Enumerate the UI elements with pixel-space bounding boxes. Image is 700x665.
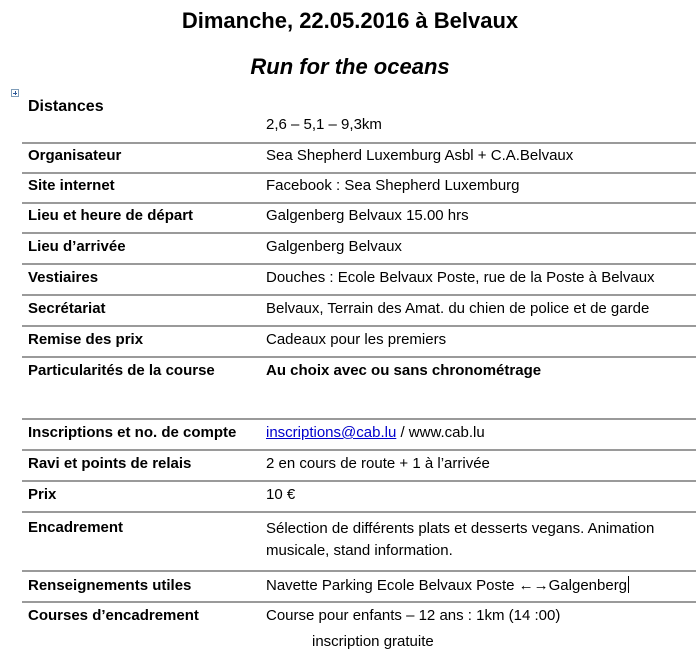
table-row xyxy=(22,96,696,142)
row-label: Ravi et points de relais xyxy=(28,455,192,472)
table-row xyxy=(22,454,696,480)
row-label: Encadrement xyxy=(28,519,124,536)
row-label: Remise des prix xyxy=(28,331,144,348)
row-value: Cadeaux pour les premiers xyxy=(266,331,447,348)
row-label: Inscriptions et no. de compte xyxy=(28,424,237,441)
table-row xyxy=(22,606,696,656)
table-row xyxy=(22,576,696,602)
shuttle-text: Navette Parking Ecole Belvaux Poste ←→Galgenberg xyxy=(266,577,628,594)
row-divider xyxy=(22,172,696,174)
table-row xyxy=(22,485,696,511)
row-value: Douches : Ecole Belvaux Poste, rue de la Poste à Belvaux xyxy=(266,269,655,286)
row-label: Courses d’encadrement xyxy=(28,607,199,624)
row-value: Sélection de différents plats et desserts vegans. Animation musicale, stand information. xyxy=(266,520,655,559)
row-divider xyxy=(22,356,696,358)
row-divider xyxy=(22,601,696,603)
text-cursor xyxy=(628,576,629,593)
table-row xyxy=(22,268,696,294)
row-value: Belvaux, Terrain des Amat. du chien de police et de garde xyxy=(266,300,650,317)
row-value: Galgenberg Belvaux 15.00 hrs xyxy=(266,207,469,224)
row-divider xyxy=(22,263,696,265)
row-value xyxy=(266,576,690,596)
row-value: Facebook : Sea Shepherd Luxemburg xyxy=(266,177,520,194)
table-row xyxy=(22,330,696,356)
email-link[interactable]: inscriptions@cab.lu xyxy=(266,424,397,441)
table-row xyxy=(22,361,696,417)
row-label: Organisateur xyxy=(28,147,122,164)
row-value: 2 en cours de route + 1 à l’arrivée xyxy=(266,455,490,472)
row-label: Renseignements utiles xyxy=(28,577,192,594)
table-row xyxy=(22,299,696,325)
table-row xyxy=(22,176,696,202)
table-row xyxy=(22,237,696,263)
page-title: Dimanche, 22.05.2016 à Belvaux xyxy=(181,8,519,33)
table-move-handle-icon[interactable] xyxy=(11,89,19,97)
table-row xyxy=(22,423,696,449)
row-divider xyxy=(22,325,696,327)
page-subtitle: Run for the oceans xyxy=(250,54,450,79)
table-row xyxy=(22,206,696,232)
table-row xyxy=(22,146,696,172)
row-value: Au choix avec ou sans chronométrage xyxy=(266,362,542,379)
row-label: Vestiaires xyxy=(28,269,99,286)
row-value: Galgenberg Belvaux xyxy=(266,238,402,255)
row-divider xyxy=(22,202,696,204)
row-divider xyxy=(22,511,696,513)
row-label: Distances xyxy=(28,98,104,115)
row-value: 10 € xyxy=(266,486,296,503)
row-divider xyxy=(22,570,696,572)
row-label: Lieu d’arrivée xyxy=(28,238,126,255)
row-label: Particularités de la course xyxy=(28,362,215,379)
row-divider xyxy=(22,232,696,234)
row-divider xyxy=(22,418,696,420)
row-divider xyxy=(22,142,696,144)
row-value: Course pour enfants – 12 ans : 1km (14 :00) xyxy=(266,607,561,624)
row-value: Sea Shepherd Luxemburg Asbl + C.A.Belvaux xyxy=(266,147,574,164)
row-divider xyxy=(22,449,696,451)
table-row xyxy=(22,518,696,570)
row-value xyxy=(266,423,690,443)
row-value: 2,6 – 5,1 – 9,3km xyxy=(266,116,382,133)
row-label: Site internet xyxy=(28,177,115,194)
row-label: Secrétariat xyxy=(28,300,106,317)
website-text: / www.cab.lu xyxy=(396,424,485,441)
row-divider xyxy=(22,294,696,296)
row-label: Lieu et heure de départ xyxy=(28,207,194,224)
row-label: Prix xyxy=(28,486,57,503)
row-value-note: inscription gratuite xyxy=(312,633,434,650)
row-divider xyxy=(22,480,696,482)
